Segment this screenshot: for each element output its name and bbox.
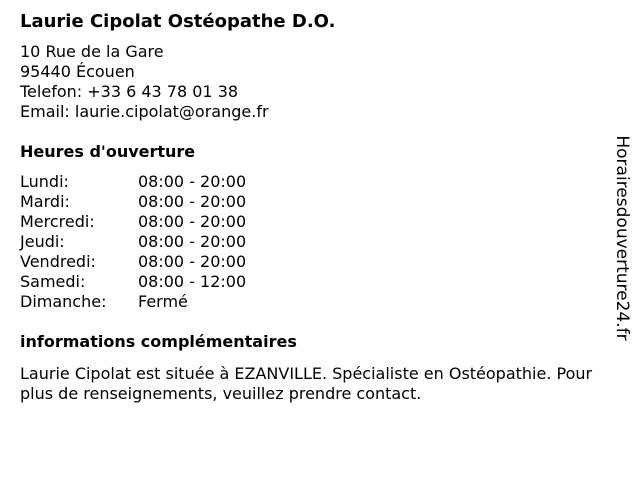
- hours-heading: Heures d'ouverture: [20, 142, 196, 161]
- hours-table: [20, 172, 600, 312]
- hours-row: [20, 252, 600, 272]
- city-address: 95440 Écouen: [20, 62, 135, 81]
- phone-label: Telefon:: [20, 82, 83, 101]
- email-address: laurie.cipolat@orange.fr: [74, 102, 269, 121]
- hours-time: 08:00 - 20:00: [138, 252, 247, 271]
- hours-row: [20, 212, 600, 232]
- hours-row: [20, 192, 600, 212]
- site-watermark: Horairesdouverture24.fr: [612, 135, 632, 341]
- hours-day: Mardi:: [20, 192, 70, 211]
- business-name: Laurie Cipolat Ostéopathe D.O.: [20, 11, 336, 32]
- street-address: 10 Rue de la Gare: [20, 42, 164, 61]
- hours-day: Lundi:: [20, 172, 69, 191]
- hours-day: Mercredi:: [20, 212, 95, 231]
- hours-time: 08:00 - 20:00: [138, 172, 247, 191]
- hours-row: [20, 272, 600, 292]
- hours-day: Vendredi:: [20, 252, 96, 271]
- hours-time: Fermé: [138, 292, 188, 311]
- hours-time: 08:00 - 20:00: [138, 212, 247, 231]
- hours-day: Samedi:: [20, 272, 86, 291]
- hours-time: 08:00 - 20:00: [138, 192, 247, 211]
- hours-time: 08:00 - 20:00: [138, 232, 247, 251]
- email-line: [20, 102, 600, 122]
- info-text: Laurie Cipolat est située à EZANVILLE. Spécialiste en Ostéopathie. Pour plus de renseignements, veuillez prendre contact.: [20, 364, 593, 403]
- hours-row: [20, 232, 600, 252]
- hours-time: 08:00 - 12:00: [138, 272, 247, 291]
- email-label: Email:: [20, 102, 70, 121]
- phone-line: [20, 82, 600, 102]
- phone-number: +33 6 43 78 01 38: [87, 82, 239, 101]
- info-heading: informations complémentaires: [20, 332, 297, 351]
- business-card: [20, 10, 600, 404]
- contact-block: [20, 42, 600, 122]
- hours-row: [20, 292, 600, 312]
- hours-day: Jeudi:: [20, 232, 65, 251]
- hours-row: [20, 172, 600, 192]
- hours-day: Dimanche:: [20, 292, 107, 311]
